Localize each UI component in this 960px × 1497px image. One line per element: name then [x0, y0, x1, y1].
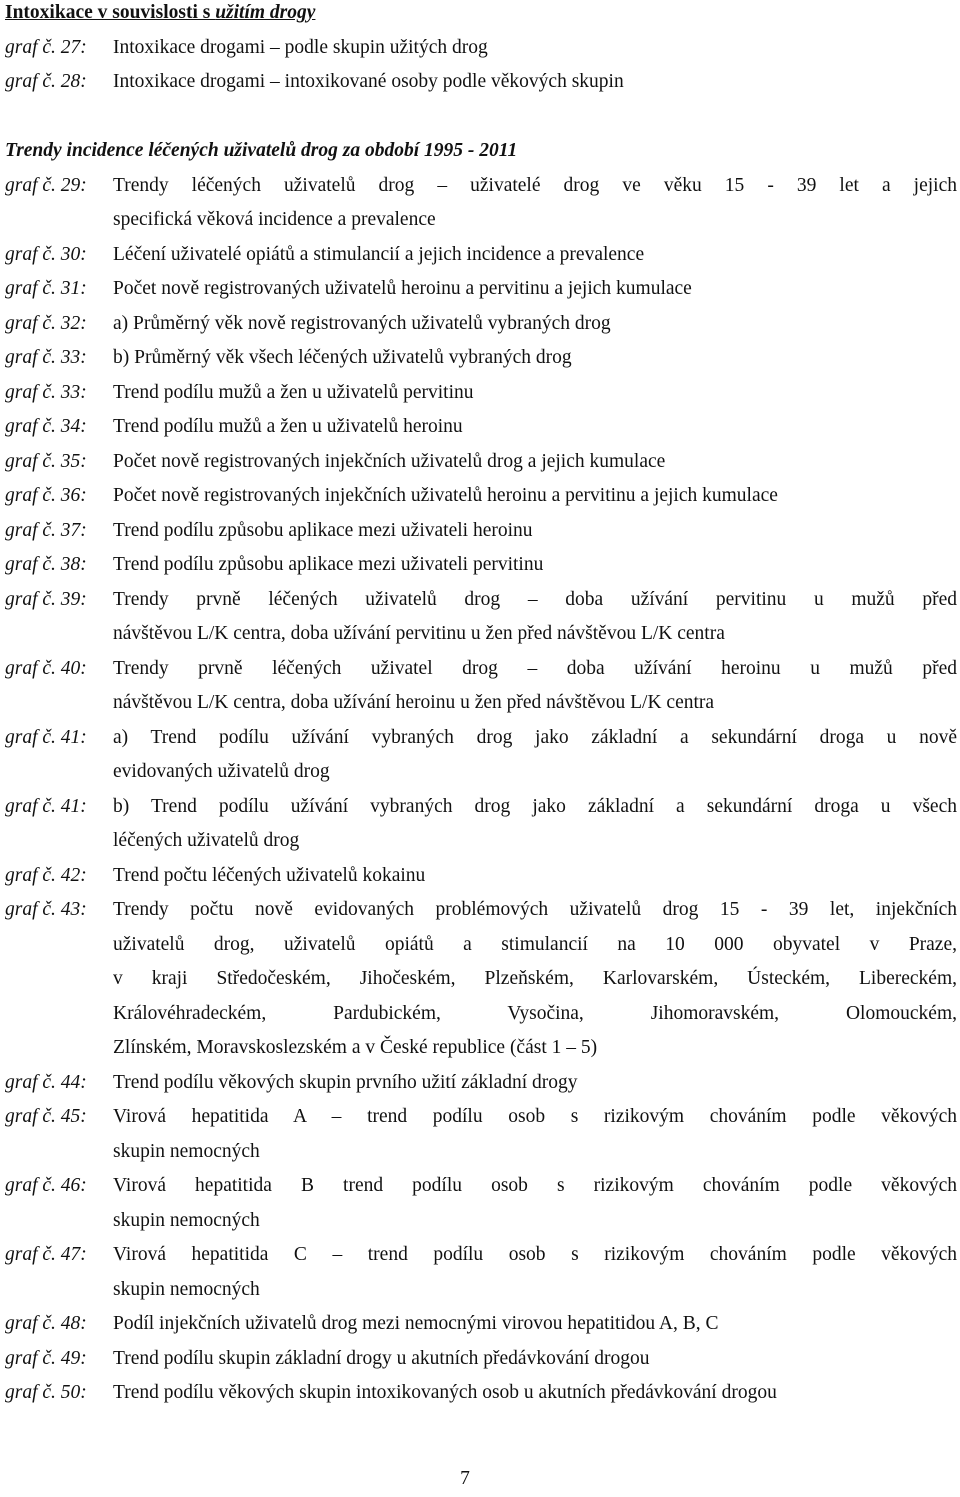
graph-description [113, 1342, 957, 1377]
list-item [5, 479, 957, 514]
graph-label: graf č. 47: [5, 1244, 87, 1265]
graph-label: graf č. 43: [5, 899, 87, 920]
graph-description-line: Trend podílu mužů a žen u uživatelů pervitinu [113, 381, 474, 403]
graph-description [113, 169, 957, 238]
graph-description [113, 307, 957, 342]
graph-label: graf č. 31: [5, 278, 87, 299]
graph-description [113, 1169, 957, 1238]
graph-description-line: Počet nově registrovaných uživatelů heroinu a pervitinu a jejich kumulace [113, 278, 692, 299]
graph-description [113, 410, 957, 445]
graph-description-line: b) Průměrný věk všech léčených uživatelů vybraných drog [113, 347, 572, 368]
graph-description-line: Léčení uživatelé opiátů a stimulancií a jejich incidence a prevalence [113, 243, 645, 265]
graph-description [113, 445, 957, 480]
list-item [5, 341, 957, 376]
graph-description [113, 272, 957, 307]
list-item [5, 790, 957, 859]
graph-description [113, 548, 957, 583]
graph-description-line: evidovaných uživatelů drog [113, 761, 330, 782]
page-number: 7 [460, 1468, 470, 1489]
section-entries-intoxication [5, 31, 957, 100]
graph-label: graf č. 35: [5, 450, 87, 472]
section-entries-trends [5, 169, 957, 1411]
list-item [5, 514, 957, 549]
list-item [5, 65, 957, 100]
graph-description-line: Trend podílu skupin základní drogy u akutních předávkování drogou [113, 1347, 650, 1369]
graph-description [113, 893, 957, 1066]
graph-description [113, 65, 957, 100]
section-heading-plain: Intoxikace v souvislosti s [5, 2, 216, 23]
section-heading-intoxication [5, 0, 957, 31]
graph-description-line: Podíl injekčních uživatelů drog mezi nemocnými virovou hepatitidou A, B, C [113, 1313, 719, 1334]
graph-description [113, 1307, 957, 1342]
graph-description-line: návštěvou L/K centra, doba užívání pervitinu u žen před návštěvou L/K centra [113, 623, 725, 644]
graph-label: graf č. 42: [5, 864, 87, 886]
graph-description-line: návštěvou L/K centra, doba užívání heroinu u žen před návštěvou L/K centra [113, 692, 715, 713]
graph-description [113, 238, 957, 273]
graph-description-line: Trend podílu věkových skupin prvního užití základní drogy [113, 1071, 578, 1093]
graph-description-line: Intoxikace drogami – intoxikované osoby podle věkových skupin [113, 71, 624, 92]
graph-description-line: skupin nemocných [113, 1140, 260, 1162]
graph-description [113, 341, 957, 376]
list-item [5, 893, 957, 1066]
graph-label: graf č. 49: [5, 1347, 87, 1369]
graph-description-line: Trend podílu způsobu aplikace mezi uživateli heroinu [113, 519, 533, 541]
graph-label: graf č. 39: [5, 588, 87, 610]
graph-description [113, 514, 957, 549]
graph-description-line: specifická věková incidence a prevalence [113, 209, 436, 230]
graph-description [113, 1376, 957, 1411]
list-item [5, 376, 957, 411]
graph-label: graf č. 33: [5, 381, 87, 403]
list-item [5, 1066, 957, 1101]
graph-description-line: v kraji Středočeském, Jihočeském, Plzeňském, Karlovarském, Ústeckém, Libereckém, [113, 968, 957, 989]
list-item [5, 721, 957, 790]
graph-label: graf č. 28: [5, 71, 87, 92]
graph-description-line: Trendy počtu nově evidovaných problémových uživatelů drog 15 - 39 let, injekčních [113, 899, 957, 920]
graph-label: graf č. 30: [5, 243, 87, 265]
list-item [5, 272, 957, 307]
graph-label: graf č. 34: [5, 416, 87, 437]
list-item [5, 169, 957, 238]
graph-description [113, 479, 957, 514]
graph-description-line: Počet nově registrovaných injekčních uživatelů heroinu a pervitinu a jejich kumulace [113, 485, 778, 506]
graph-description [113, 1066, 957, 1101]
graph-description-line: Trend podílu věkových skupin intoxikovaných osob u akutních předávkování drogou [113, 1382, 777, 1403]
graph-label: graf č. 41: [5, 795, 87, 817]
graph-description-line: Trend podílu mužů a žen u uživatelů heroinu [113, 416, 463, 437]
list-item [5, 1307, 957, 1342]
graph-label: graf č. 50: [5, 1382, 87, 1403]
graph-description-line: b) Trend podílu užívání vybraných drog jako základní a sekundární droga u všech [113, 795, 957, 817]
list-item [5, 1342, 957, 1377]
graph-description-line: Trend počtu léčených uživatelů kokainu [113, 864, 426, 886]
graph-description [113, 1238, 957, 1307]
graph-description-line: Trendy prvně léčených uživatelů drog – doba užívání pervitinu u mužů před [113, 588, 957, 610]
graph-label: graf č. 48: [5, 1313, 87, 1334]
graph-description [113, 790, 957, 859]
graph-label: graf č. 46: [5, 1175, 87, 1196]
graph-description-line: Královéhradeckém, Pardubickém, Vysočina, Jihomoravském, Olomouckém, [113, 1002, 957, 1024]
graph-label: graf č. 38: [5, 554, 87, 575]
graph-description-line: a) Průměrný věk nově registrovaných uživatelů vybraných drog [113, 312, 611, 334]
section-spacer [5, 100, 957, 135]
graph-description [113, 583, 957, 652]
document-page [5, 0, 957, 1411]
list-item [5, 445, 957, 480]
list-item [5, 1100, 957, 1169]
graph-label: graf č. 45: [5, 1106, 87, 1127]
graph-description-line: Virová hepatitida C – trend podílu osob s rizikovým chováním podle věkových [113, 1244, 957, 1265]
graph-description [113, 859, 957, 894]
list-item [5, 31, 957, 66]
graph-label: graf č. 37: [5, 519, 87, 541]
graph-label: graf č. 33: [5, 347, 87, 368]
graph-label: graf č. 32: [5, 312, 87, 334]
graph-description [113, 1100, 957, 1169]
graph-label: graf č. 40: [5, 657, 87, 679]
list-item [5, 1169, 957, 1238]
list-item [5, 583, 957, 652]
graph-description-line: uživatelů drog, uživatelů opiátů a stimulancií na 10 000 obyvatel v Praze, [113, 933, 957, 955]
graph-description [113, 376, 957, 411]
graph-description-line: Virová hepatitida A – trend podílu osob s rizikovým chováním podle věkových [113, 1106, 957, 1127]
list-item [5, 410, 957, 445]
section-heading-trends: Trendy incidence léčených uživatelů drog za období 1995 - 2011 [5, 140, 518, 161]
graph-description [113, 31, 957, 66]
list-item [5, 548, 957, 583]
graph-description-line: Trendy prvně léčených uživatel drog – doba užívání heroinu u mužů před [113, 657, 957, 679]
graph-description-line: Zlínském, Moravskoslezském a v České republice (část 1 – 5) [113, 1037, 598, 1058]
graph-label: graf č. 27: [5, 36, 87, 58]
list-item [5, 652, 957, 721]
graph-label: graf č. 29: [5, 174, 87, 196]
graph-description-line: léčených uživatelů drog [113, 830, 300, 851]
graph-label: graf č. 36: [5, 485, 87, 506]
list-item [5, 238, 957, 273]
graph-description-line: Počet nově registrovaných injekčních uživatelů drog a jejich kumulace [113, 450, 666, 472]
graph-description-line: Virová hepatitida B trend podílu osob s rizikovým chováním podle věkových [113, 1175, 957, 1196]
graph-description [113, 721, 957, 790]
graph-label: graf č. 41: [5, 726, 87, 748]
graph-description-line: skupin nemocných [113, 1209, 260, 1231]
graph-description-line: Trendy léčených uživatelů drog – uživatelé drog ve věku 15 - 39 let a jejich [113, 174, 957, 196]
list-item [5, 1376, 957, 1411]
list-item [5, 859, 957, 894]
graph-description-line: Intoxikace drogami – podle skupin užitých drog [113, 36, 488, 58]
section-heading-italic: užitím drogy [215, 2, 316, 23]
list-item [5, 307, 957, 342]
graph-description [113, 652, 957, 721]
graph-description-line: a) Trend podílu užívání vybraných drog jako základní a sekundární droga u nově [113, 726, 957, 748]
graph-description-line: skupin nemocných [113, 1278, 260, 1300]
graph-description-line: Trend podílu způsobu aplikace mezi uživateli pervitinu [113, 554, 544, 575]
list-item [5, 1238, 957, 1307]
graph-label: graf č. 44: [5, 1071, 87, 1093]
